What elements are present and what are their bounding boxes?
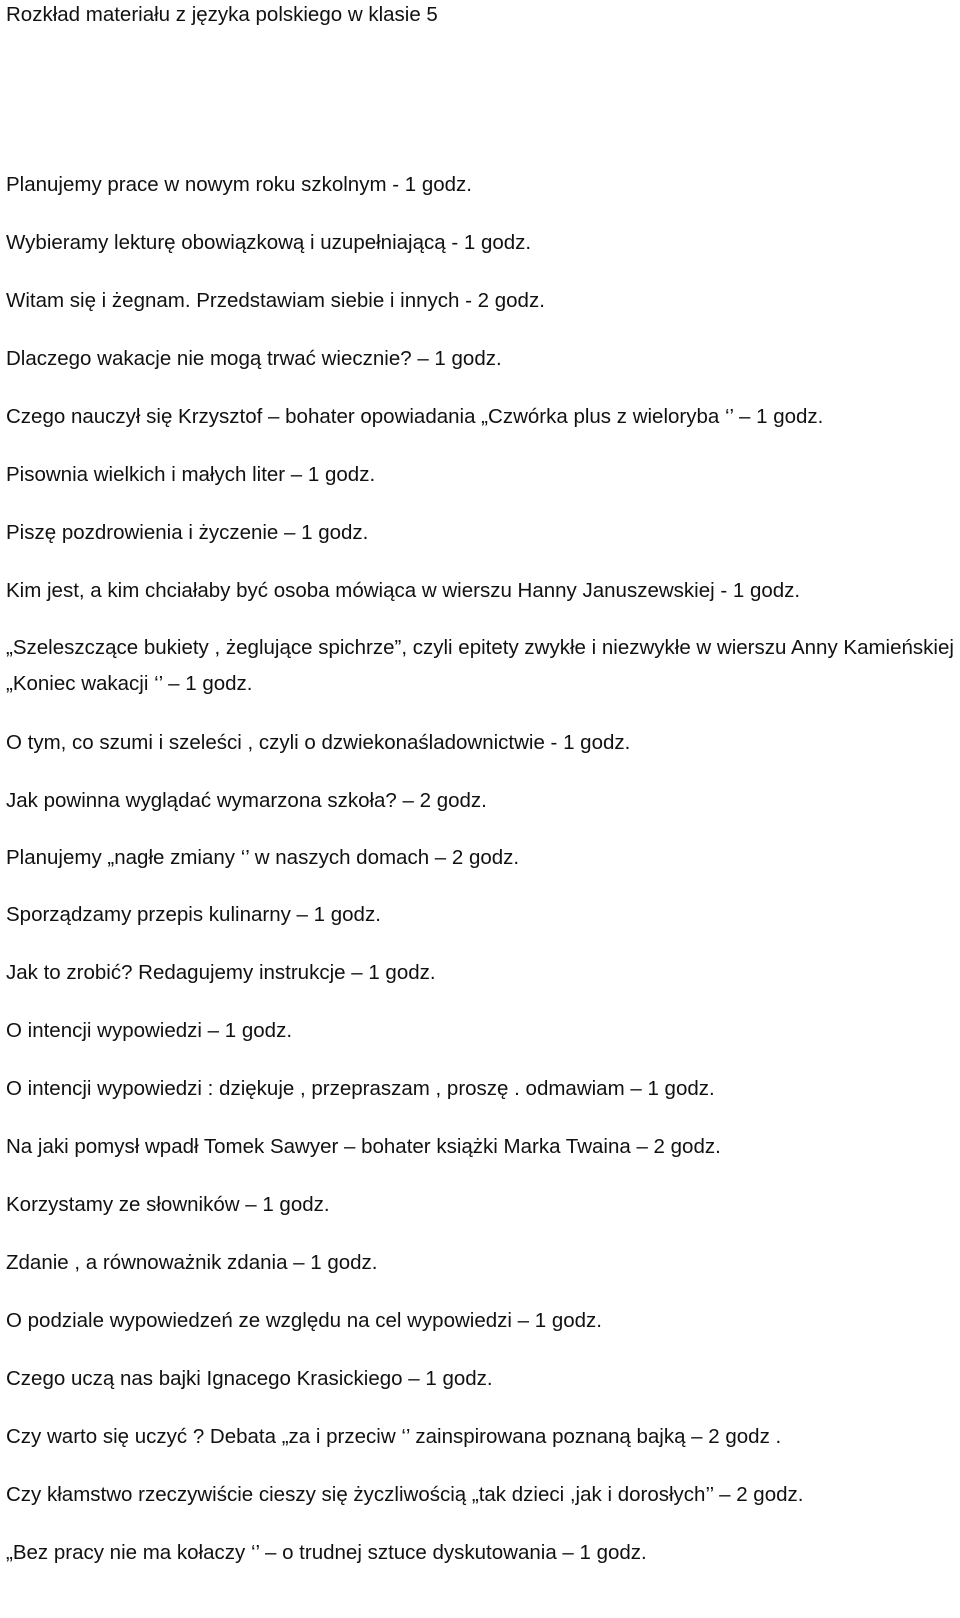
list-item: Planujemy prace w nowym roku szkolnym - 1 godz. [6, 173, 472, 196]
list-item: Jak to zrobić? Redagujemy instrukcje – 1 godz. [6, 961, 436, 984]
list-item: Kim jest, a kim chciałaby być osoba mówiąca w wierszu Hanny Januszewskiej - 1 godz. [6, 579, 801, 602]
list-item: Dlaczego wakacje nie mogą trwać wiecznie? – 1 godz. [6, 347, 502, 370]
list-item: O intencji wypowiedzi – 1 godz. [6, 1019, 293, 1042]
list-item: Czy kłamstwo rzeczywiście cieszy się życzliwością „tak dzieci ,jak i dorosłych’’ – 2 godz. [6, 1483, 804, 1506]
list-item: Na jaki pomysł wpadł Tomek Sawyer – bohater książki Marka Twaina – 2 godz. [6, 1135, 721, 1158]
list-item: O tym, co szumi i szeleści , czyli o dzwiekonaśladownictwie - 1 godz. [6, 731, 631, 754]
list-item: Planujemy „nagłe zmiany ‘’ w naszych domach – 2 godz. [6, 846, 520, 869]
list-item: Pisownia wielkich i małych liter – 1 godz. [6, 463, 376, 486]
list-item: Witam się i żegnam. Przedstawiam siebie i innych - 2 godz. [6, 289, 545, 312]
list-item: „Bez pracy nie ma kołaczy ‘’ – o trudnej sztuce dyskutowania – 1 godz. [6, 1541, 647, 1564]
list-item: Piszę pozdrowienia i życzenie – 1 godz. [6, 521, 369, 544]
list-item: Wybieramy lekturę obowiązkową i uzupełniającą - 1 godz. [6, 231, 532, 254]
document-title: Rozkład materiału z języka polskiego w klasie 5 [6, 3, 438, 26]
list-item: Zdanie , a równoważnik zdania – 1 godz. [6, 1251, 378, 1274]
list-item: Sporządzamy przepis kulinarny – 1 godz. [6, 903, 381, 926]
list-item: Korzystamy ze słowników – 1 godz. [6, 1193, 330, 1216]
list-item: O intencji wypowiedzi : dziękuje , przepraszam , proszę . odmawiam – 1 godz. [6, 1077, 715, 1100]
list-item: Jak powinna wyglądać wymarzona szkoła? – 2 godz. [6, 789, 487, 812]
list-item: Czy warto się uczyć ? Debata „za i przeciw ‘’ zainspirowana poznaną bajką – 2 godz . [6, 1425, 782, 1448]
list-item: Czego uczą nas bajki Ignacego Krasickiego – 1 godz. [6, 1367, 493, 1390]
list-item: Czego nauczył się Krzysztof – bohater opowiadania „Czwórka plus z wieloryba ‘’ – 1 godz. [6, 405, 824, 428]
list-item: „Szeleszczące bukiety , żeglujące spichrze”, czyli epitety zwykłe i niezwykłe w wierszu Anny Kamieńskiej „Koniec wakacji ‘’ – 1 godz. [6, 636, 954, 695]
list-item: O podziale wypowiedzeń ze względu na cel wypowiedzi – 1 godz. [6, 1309, 602, 1332]
